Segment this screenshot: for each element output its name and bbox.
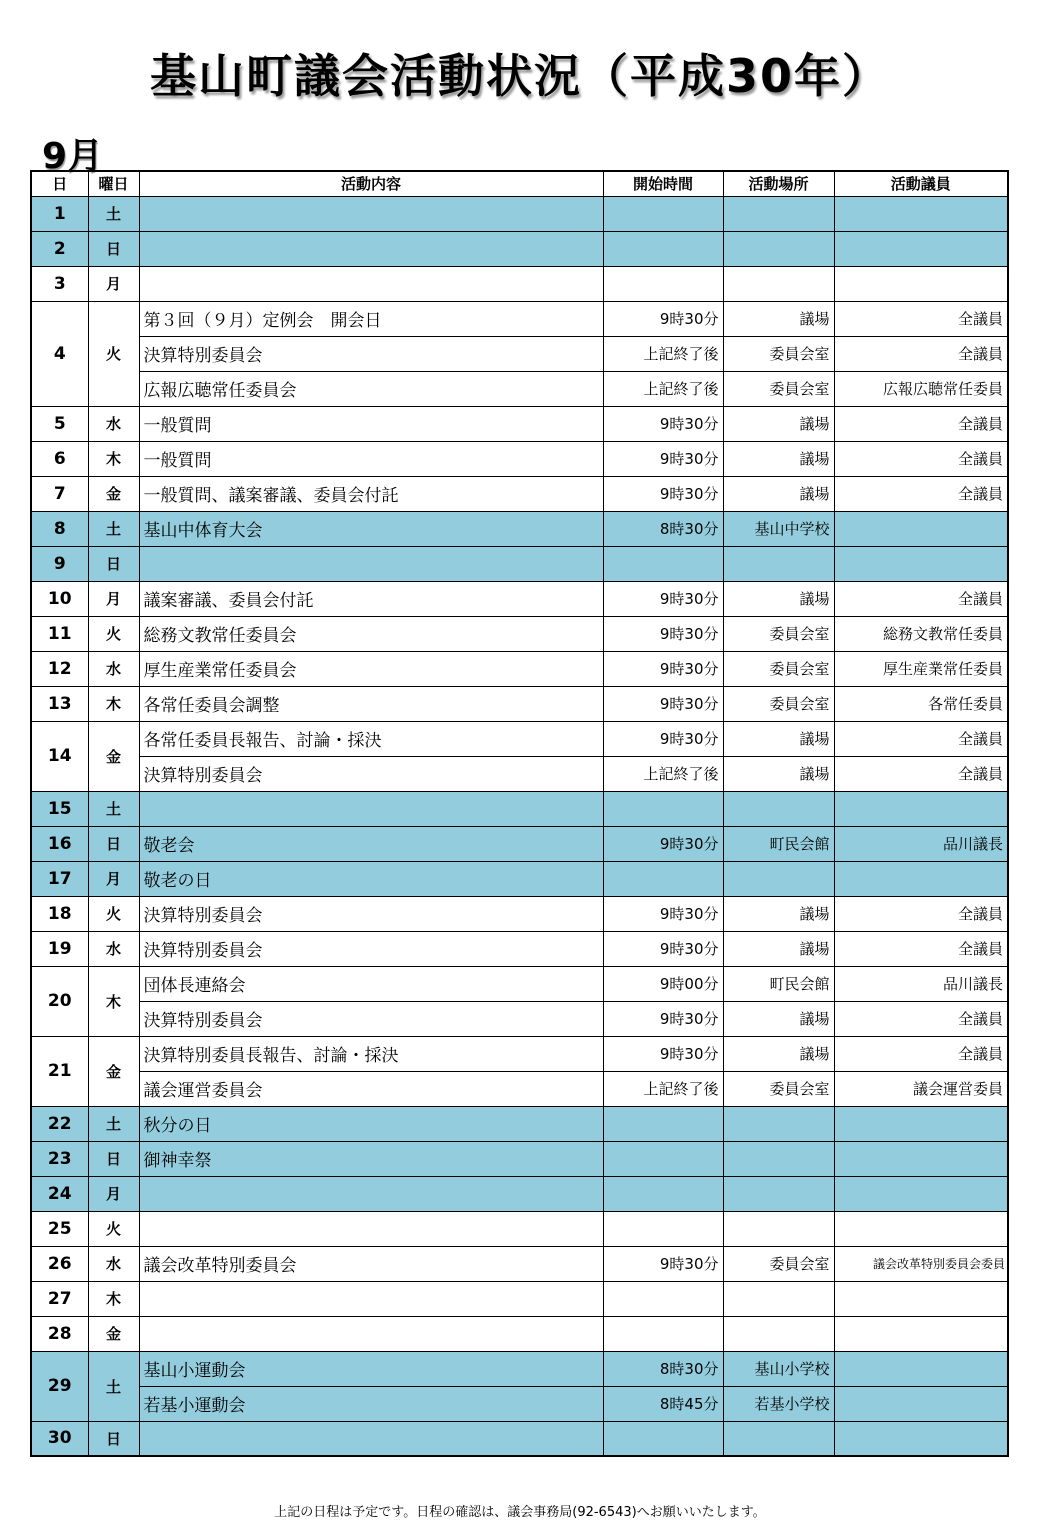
start-time-cell: 上記終了後 <box>603 336 723 371</box>
start-time-cell: 8時30分 <box>603 511 723 546</box>
place-cell <box>723 861 834 896</box>
weekday-cell: 水 <box>88 1246 139 1281</box>
weekday-cell: 月 <box>88 1176 139 1211</box>
weekday-cell: 水 <box>88 651 139 686</box>
place-cell: 議場 <box>723 721 834 756</box>
start-time-cell: 上記終了後 <box>603 756 723 791</box>
members-cell: 総務文教常任委員 <box>834 616 1008 651</box>
weekday-cell: 金 <box>88 721 139 791</box>
place-cell: 議場 <box>723 1001 834 1036</box>
start-time-cell: 9時30分 <box>603 721 723 756</box>
place-cell: 議場 <box>723 301 834 336</box>
start-time-cell <box>603 1421 723 1456</box>
weekday-cell: 金 <box>88 1316 139 1351</box>
table-row <box>31 1281 1008 1316</box>
table-row <box>31 826 1008 861</box>
place-cell: 議場 <box>723 896 834 931</box>
members-cell: 全議員 <box>834 441 1008 476</box>
content-cell: 議会運営委員会 <box>139 1071 603 1106</box>
start-time-cell: 9時30分 <box>603 616 723 651</box>
weekday-cell: 木 <box>88 966 139 1036</box>
day-cell: 11 <box>31 616 88 651</box>
start-time-cell: 9時30分 <box>603 896 723 931</box>
place-cell: 議場 <box>723 406 834 441</box>
place-cell <box>723 266 834 301</box>
place-cell <box>723 231 834 266</box>
start-time-cell: 上記終了後 <box>603 1071 723 1106</box>
start-time-cell <box>603 1141 723 1176</box>
place-cell: 委員会室 <box>723 336 834 371</box>
table-row <box>31 1421 1008 1456</box>
members-cell: 全議員 <box>834 756 1008 791</box>
place-cell <box>723 1106 834 1141</box>
content-cell: 各常任委員長報告、討論・採決 <box>139 721 603 756</box>
start-time-cell: 9時30分 <box>603 686 723 721</box>
day-cell: 22 <box>31 1106 88 1141</box>
place-cell: 町民会館 <box>723 966 834 1001</box>
members-cell <box>834 1316 1008 1351</box>
day-cell: 4 <box>31 301 88 406</box>
day-cell: 9 <box>31 546 88 581</box>
weekday-cell: 土 <box>88 1351 139 1421</box>
table-row <box>31 406 1008 441</box>
start-time-cell: 9時30分 <box>603 651 723 686</box>
start-time-cell: 9時30分 <box>603 441 723 476</box>
content-cell: 広報広聴常任委員会 <box>139 371 603 406</box>
place-cell: 町民会館 <box>723 826 834 861</box>
members-cell: 全議員 <box>834 1001 1008 1036</box>
page-title: 基山町議会活動状況（平成30年） <box>149 49 890 103</box>
table-row <box>31 1246 1008 1281</box>
start-time-cell <box>603 546 723 581</box>
place-cell <box>723 1421 834 1456</box>
weekday-cell: 月 <box>88 861 139 896</box>
weekday-cell: 日 <box>88 1141 139 1176</box>
place-cell: 委員会室 <box>723 686 834 721</box>
place-cell: 議場 <box>723 441 834 476</box>
content-cell: 一般質問 <box>139 406 603 441</box>
day-cell: 21 <box>31 1036 88 1106</box>
place-cell: 議場 <box>723 581 834 616</box>
content-cell: 一般質問 <box>139 441 603 476</box>
place-cell: 議場 <box>723 1036 834 1071</box>
start-time-cell: 9時30分 <box>603 406 723 441</box>
place-cell: 委員会室 <box>723 616 834 651</box>
day-cell: 29 <box>31 1351 88 1421</box>
content-cell: 議会改革特別委員会 <box>139 1246 603 1281</box>
table-row <box>31 1141 1008 1176</box>
content-cell <box>139 1176 603 1211</box>
content-cell: 決算特別委員会 <box>139 336 603 371</box>
place-cell: 議場 <box>723 931 834 966</box>
table-header-row <box>31 171 1008 196</box>
table-row <box>31 651 1008 686</box>
content-cell: 団体長連絡会 <box>139 966 603 1001</box>
content-cell: 総務文教常任委員会 <box>139 616 603 651</box>
table-row <box>31 1001 1008 1036</box>
day-cell: 3 <box>31 266 88 301</box>
weekday-cell: 木 <box>88 1281 139 1316</box>
table-row <box>31 546 1008 581</box>
start-time-cell <box>603 1176 723 1211</box>
content-cell <box>139 1281 603 1316</box>
start-time-cell <box>603 196 723 231</box>
weekday-cell: 火 <box>88 301 139 406</box>
weekday-cell: 月 <box>88 266 139 301</box>
start-time-cell: 8時45分 <box>603 1386 723 1421</box>
day-cell: 1 <box>31 196 88 231</box>
members-cell <box>834 861 1008 896</box>
content-cell: 議案審議、委員会付託 <box>139 581 603 616</box>
start-time-cell: 9時30分 <box>603 581 723 616</box>
schedule-table <box>30 170 1009 1457</box>
place-cell <box>723 546 834 581</box>
place-cell: 委員会室 <box>723 1246 834 1281</box>
content-cell: 敬老会 <box>139 826 603 861</box>
start-time-cell: 上記終了後 <box>603 371 723 406</box>
month-label: 9月 <box>42 136 104 177</box>
content-cell <box>139 1211 603 1246</box>
place-cell <box>723 1141 834 1176</box>
content-cell: 決算特別委員会 <box>139 756 603 791</box>
members-cell: 全議員 <box>834 896 1008 931</box>
members-cell: 全議員 <box>834 406 1008 441</box>
day-cell: 16 <box>31 826 88 861</box>
place-cell: 議場 <box>723 756 834 791</box>
table-row <box>31 266 1008 301</box>
day-cell: 30 <box>31 1421 88 1456</box>
members-cell <box>834 1106 1008 1141</box>
day-cell: 12 <box>31 651 88 686</box>
day-cell: 24 <box>31 1176 88 1211</box>
place-cell <box>723 1176 834 1211</box>
members-cell: 厚生産業常任委員 <box>834 651 1008 686</box>
day-cell: 19 <box>31 931 88 966</box>
members-cell: 各常任委員 <box>834 686 1008 721</box>
day-cell: 20 <box>31 966 88 1036</box>
weekday-cell: 水 <box>88 931 139 966</box>
content-cell <box>139 546 603 581</box>
table-row <box>31 721 1008 756</box>
members-cell <box>834 1421 1008 1456</box>
place-cell <box>723 1281 834 1316</box>
content-cell: 基山中体育大会 <box>139 511 603 546</box>
weekday-cell: 土 <box>88 791 139 826</box>
day-cell: 8 <box>31 511 88 546</box>
day-cell: 18 <box>31 896 88 931</box>
day-cell: 14 <box>31 721 88 791</box>
place-cell <box>723 791 834 826</box>
weekday-cell: 金 <box>88 1036 139 1106</box>
table-row <box>31 686 1008 721</box>
members-cell <box>834 1281 1008 1316</box>
day-cell: 15 <box>31 791 88 826</box>
day-cell: 27 <box>31 1281 88 1316</box>
content-cell <box>139 791 603 826</box>
members-cell: 全議員 <box>834 1036 1008 1071</box>
table-row <box>31 1316 1008 1351</box>
table-row <box>31 511 1008 546</box>
table-row <box>31 441 1008 476</box>
start-time-cell: 9時00分 <box>603 966 723 1001</box>
footer-note: 上記の日程は予定です。日程の確認は、議会事務局(92-6543)へお願いいたします。 <box>274 1505 766 1520</box>
table-row <box>31 336 1008 371</box>
content-cell: 若基小運動会 <box>139 1386 603 1421</box>
content-cell: 各常任委員会調整 <box>139 686 603 721</box>
day-cell: 7 <box>31 476 88 511</box>
start-time-cell <box>603 1281 723 1316</box>
place-cell: 委員会室 <box>723 1071 834 1106</box>
start-time-cell: 9時30分 <box>603 931 723 966</box>
weekday-cell: 日 <box>88 826 139 861</box>
day-cell: 17 <box>31 861 88 896</box>
start-time-cell: 9時30分 <box>603 1246 723 1281</box>
members-cell <box>834 231 1008 266</box>
day-cell: 5 <box>31 406 88 441</box>
weekday-cell: 日 <box>88 1421 139 1456</box>
start-time-cell: 9時30分 <box>603 1001 723 1036</box>
place-cell: 基山中学校 <box>723 511 834 546</box>
content-cell <box>139 196 603 231</box>
header-weekday: 曜日 <box>88 171 139 196</box>
content-cell <box>139 1421 603 1456</box>
start-time-cell: 8時30分 <box>603 1351 723 1386</box>
members-cell <box>834 1141 1008 1176</box>
start-time-cell <box>603 266 723 301</box>
table-row <box>31 1211 1008 1246</box>
content-cell: 決算特別委員会 <box>139 931 603 966</box>
members-cell: 全議員 <box>834 581 1008 616</box>
header-day: 日 <box>31 171 88 196</box>
members-cell <box>834 266 1008 301</box>
start-time-cell: 9時30分 <box>603 301 723 336</box>
weekday-cell: 土 <box>88 196 139 231</box>
weekday-cell: 火 <box>88 896 139 931</box>
start-time-cell <box>603 861 723 896</box>
members-cell: 広報広聴常任委員 <box>834 371 1008 406</box>
schedule-body <box>31 196 1008 1456</box>
content-cell: 決算特別委員会 <box>139 1001 603 1036</box>
weekday-cell: 土 <box>88 511 139 546</box>
weekday-cell: 日 <box>88 546 139 581</box>
members-cell: 全議員 <box>834 721 1008 756</box>
members-cell <box>834 791 1008 826</box>
day-cell: 26 <box>31 1246 88 1281</box>
members-cell: 議会運営委員 <box>834 1071 1008 1106</box>
table-row <box>31 231 1008 266</box>
weekday-cell: 月 <box>88 581 139 616</box>
members-cell: 全議員 <box>834 336 1008 371</box>
members-cell: 全議員 <box>834 301 1008 336</box>
table-row <box>31 966 1008 1001</box>
weekday-cell: 木 <box>88 686 139 721</box>
place-cell: 若基小学校 <box>723 1386 834 1421</box>
weekday-cell: 木 <box>88 441 139 476</box>
members-cell: 全議員 <box>834 476 1008 511</box>
table-row <box>31 1176 1008 1211</box>
day-cell: 6 <box>31 441 88 476</box>
table-row <box>31 1351 1008 1386</box>
start-time-cell: 9時30分 <box>603 826 723 861</box>
table-row <box>31 301 1008 336</box>
table-row <box>31 1106 1008 1141</box>
day-cell: 23 <box>31 1141 88 1176</box>
weekday-cell: 金 <box>88 476 139 511</box>
content-cell: 基山小運動会 <box>139 1351 603 1386</box>
place-cell <box>723 1316 834 1351</box>
day-cell: 2 <box>31 231 88 266</box>
members-cell <box>834 546 1008 581</box>
table-row <box>31 1036 1008 1071</box>
table-row <box>31 476 1008 511</box>
day-cell: 10 <box>31 581 88 616</box>
members-cell: 議会改革特別委員会委員 <box>834 1246 1008 1281</box>
weekday-cell: 日 <box>88 231 139 266</box>
members-cell <box>834 1386 1008 1421</box>
content-cell: 決算特別委員会 <box>139 896 603 931</box>
place-cell: 議場 <box>723 476 834 511</box>
content-cell: 秋分の日 <box>139 1106 603 1141</box>
place-cell <box>723 1211 834 1246</box>
place-cell: 委員会室 <box>723 651 834 686</box>
day-cell: 13 <box>31 686 88 721</box>
content-cell: 御神幸祭 <box>139 1141 603 1176</box>
content-cell <box>139 266 603 301</box>
content-cell: 厚生産業常任委員会 <box>139 651 603 686</box>
members-cell <box>834 1176 1008 1211</box>
weekday-cell: 土 <box>88 1106 139 1141</box>
table-row <box>31 861 1008 896</box>
content-cell <box>139 231 603 266</box>
content-cell: 決算特別委員長報告、討論・採決 <box>139 1036 603 1071</box>
table-row <box>31 616 1008 651</box>
place-cell <box>723 196 834 231</box>
members-cell: 品川議長 <box>834 966 1008 1001</box>
members-cell <box>834 511 1008 546</box>
table-row <box>31 791 1008 826</box>
content-cell: 敬老の日 <box>139 861 603 896</box>
header-content: 活動内容 <box>139 171 603 196</box>
place-cell: 基山小学校 <box>723 1351 834 1386</box>
start-time-cell <box>603 1211 723 1246</box>
day-cell: 28 <box>31 1316 88 1351</box>
table-row <box>31 581 1008 616</box>
table-row <box>31 1386 1008 1421</box>
day-cell: 25 <box>31 1211 88 1246</box>
start-time-cell <box>603 1316 723 1351</box>
start-time-cell <box>603 791 723 826</box>
start-time-cell <box>603 231 723 266</box>
table-row <box>31 1071 1008 1106</box>
weekday-cell: 火 <box>88 616 139 651</box>
content-cell <box>139 1316 603 1351</box>
start-time-cell: 9時30分 <box>603 1036 723 1071</box>
content-cell: 第３回（９月）定例会 開会日 <box>139 301 603 336</box>
members-cell <box>834 1211 1008 1246</box>
members-cell <box>834 196 1008 231</box>
members-cell: 全議員 <box>834 931 1008 966</box>
weekday-cell: 水 <box>88 406 139 441</box>
weekday-cell: 火 <box>88 1211 139 1246</box>
header-place: 活動場所 <box>723 171 834 196</box>
table-row <box>31 931 1008 966</box>
header-start-time: 開始時間 <box>603 171 723 196</box>
table-row <box>31 896 1008 931</box>
members-cell <box>834 1351 1008 1386</box>
content-cell: 一般質問、議案審議、委員会付託 <box>139 476 603 511</box>
place-cell: 委員会室 <box>723 371 834 406</box>
table-row <box>31 196 1008 231</box>
table-row <box>31 371 1008 406</box>
members-cell: 品川議長 <box>834 826 1008 861</box>
table-row <box>31 756 1008 791</box>
header-members: 活動議員 <box>834 171 1008 196</box>
start-time-cell: 9時30分 <box>603 476 723 511</box>
start-time-cell <box>603 1106 723 1141</box>
